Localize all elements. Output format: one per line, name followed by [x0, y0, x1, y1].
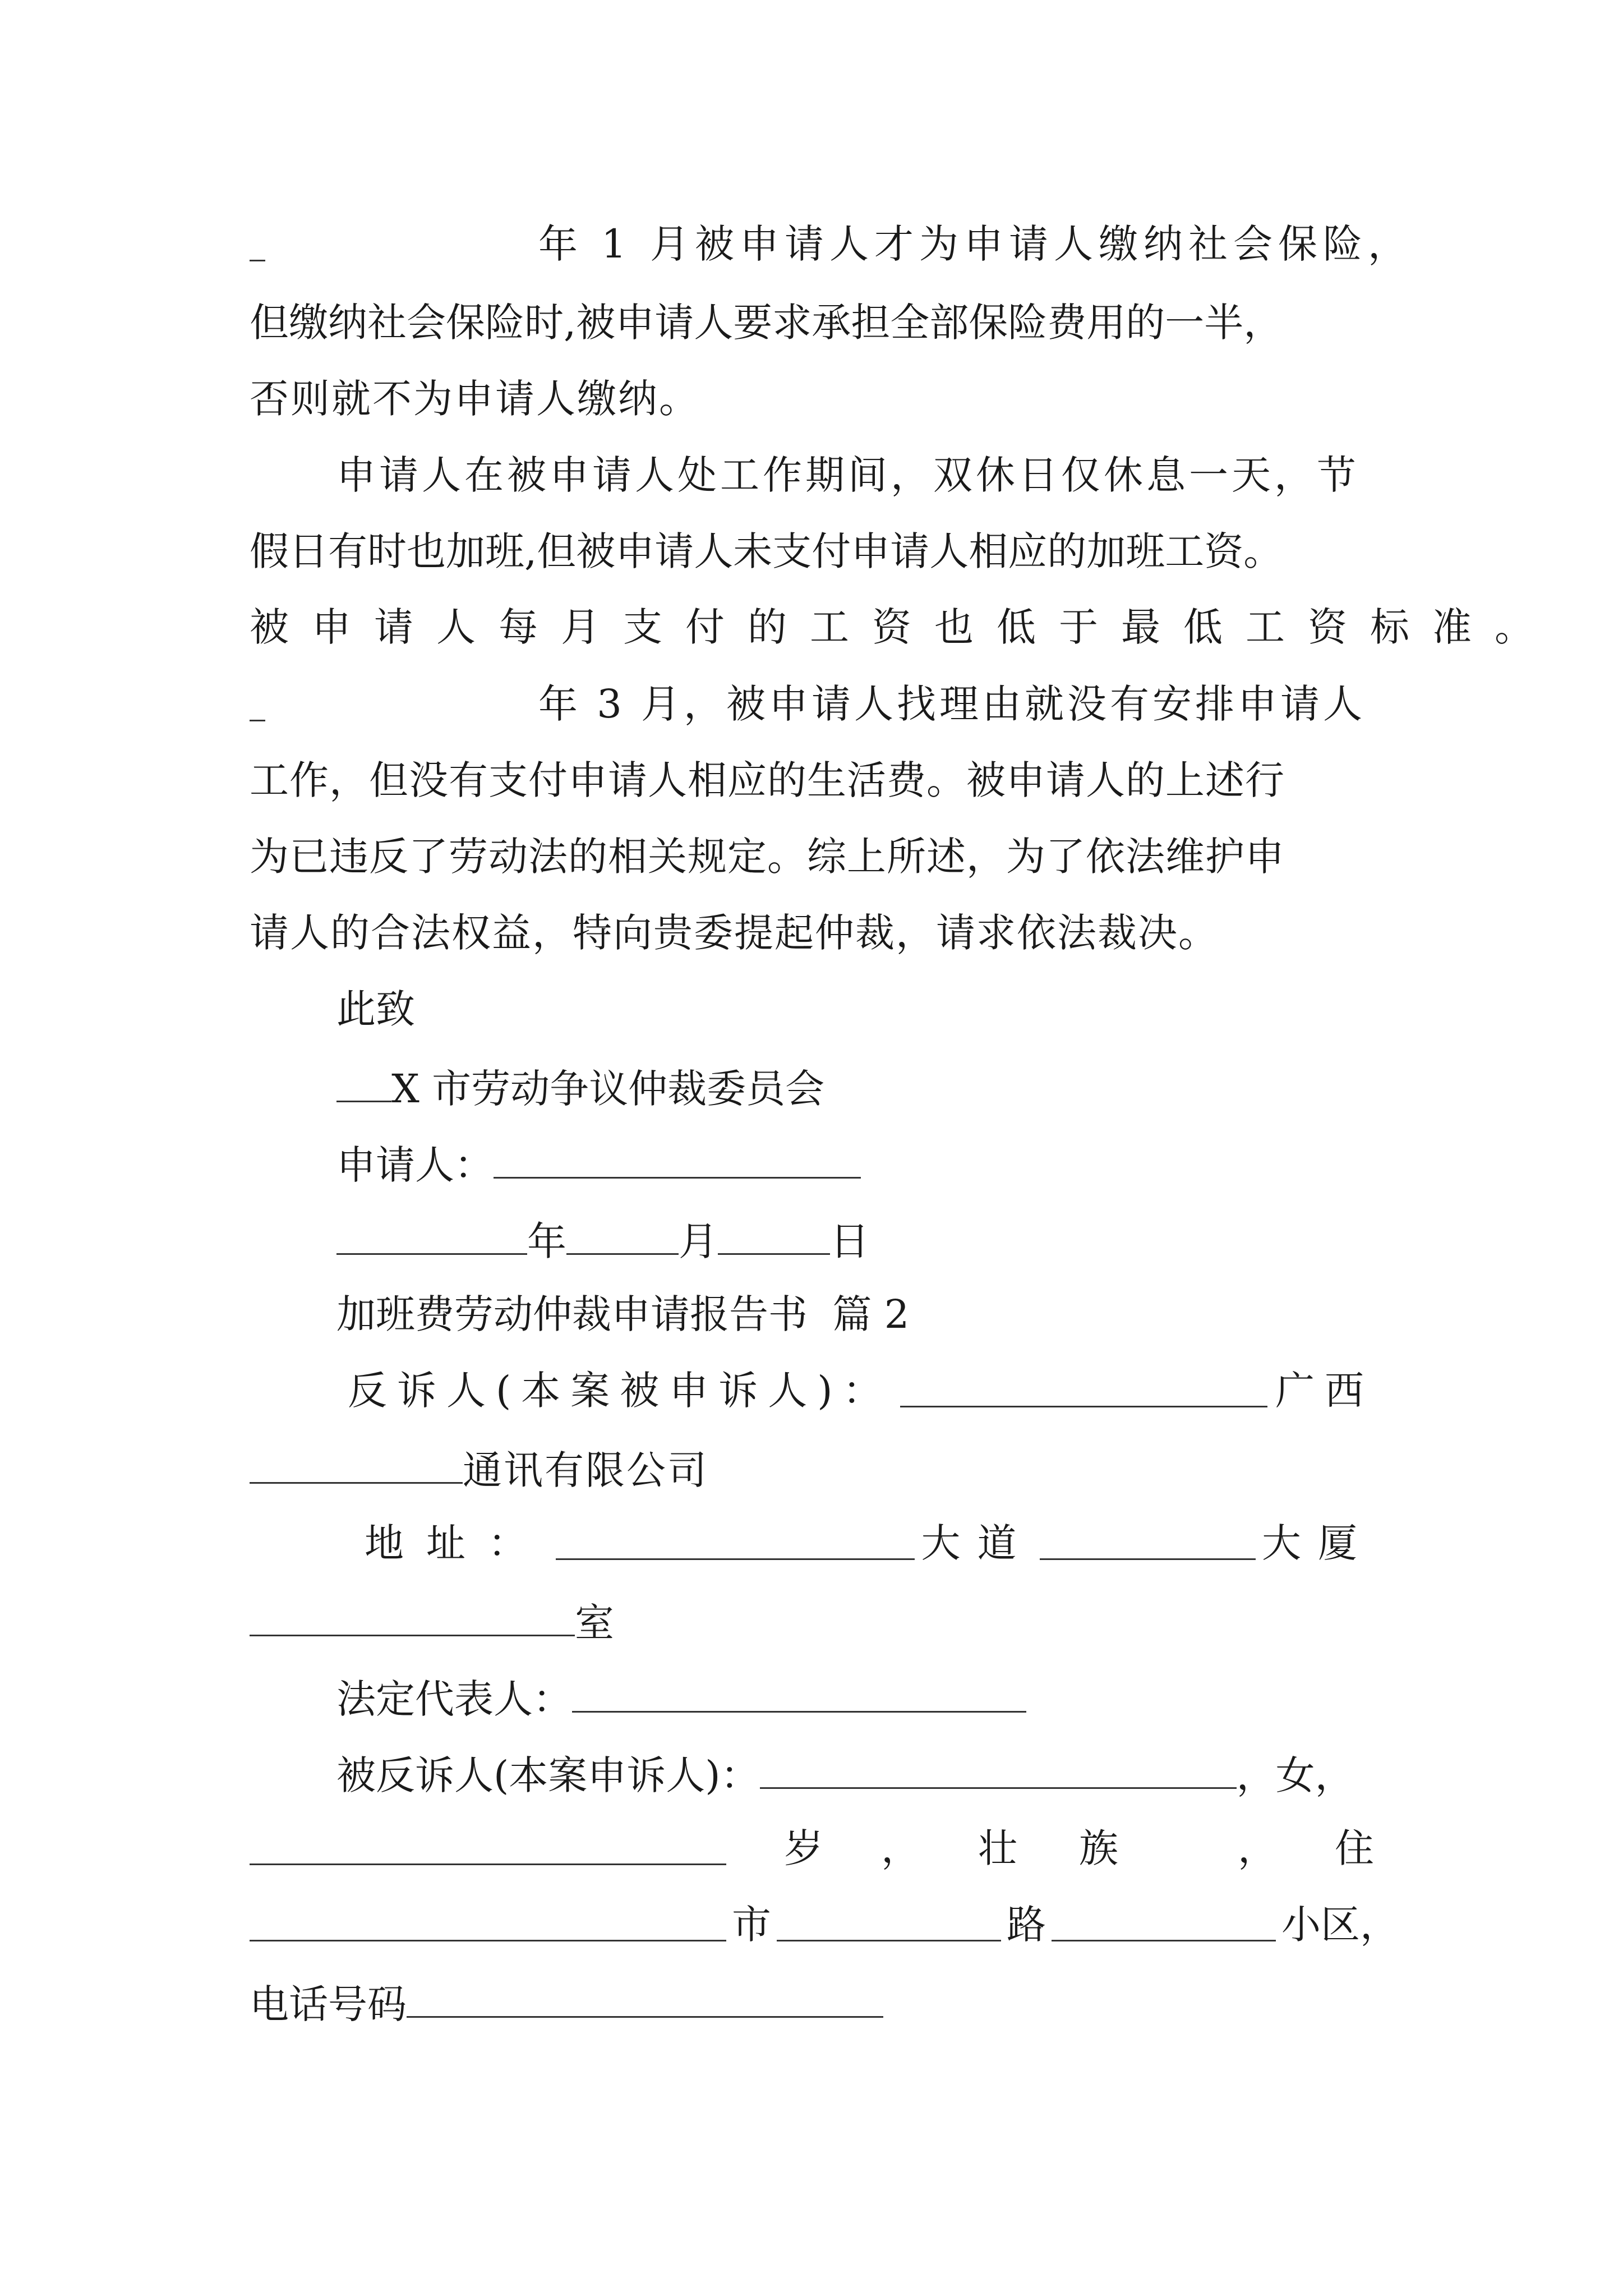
gender: ，女，: [1236, 1752, 1354, 1798]
room-label: 室: [575, 1600, 614, 1646]
text-line: 为已违反了劳动法的相关规定。综上所述，为了依法维护申: [250, 834, 1285, 880]
respondent-line: [336, 1752, 1354, 1798]
text-line: 假日有时也加班,但被申请人未支付申请人相应的加班工资。: [250, 528, 1283, 574]
blank-field: [900, 1371, 1267, 1407]
blank-field: [556, 1524, 915, 1560]
age-label: 岁: [784, 1825, 823, 1871]
justified-text: 被申请人每月支付的工资也低于最低工资标准。: [250, 604, 1557, 650]
text-line: 请人的合法权益，特向贵委提起仲裁，请求依法裁决。: [250, 910, 1219, 956]
blank-field: [250, 1600, 575, 1636]
text-line: 否则就不为申请人缴纳。: [250, 376, 700, 422]
leading-blank: [250, 720, 265, 721]
blank-field: [1040, 1524, 1256, 1560]
phone-line: [250, 1981, 883, 2027]
blank-field: [336, 1066, 391, 1102]
phone-label: 电话号码: [250, 1981, 407, 2027]
company-line: [250, 1447, 708, 1493]
date-year: 年: [527, 1218, 566, 1264]
committee-line: [336, 1066, 825, 1112]
region-name: 广西: [1275, 1368, 1374, 1414]
applicant-signature-line: [336, 1142, 861, 1188]
blank-field: [1052, 1905, 1276, 1941]
date-day: 日: [830, 1218, 869, 1264]
text-line: 但缴纳社会保险时,被申请人要求承担全部保险费用的一半，: [250, 300, 1283, 346]
text-line: 申请人在被申请人处工作期间，双休日仅休息一天，节: [336, 452, 1359, 498]
text-line-justified: [250, 604, 1557, 650]
date-line: [336, 1218, 869, 1264]
avenue-label: 大道: [921, 1520, 1034, 1566]
text-line: 年 3 月，被申请人找理由就没有安排申请人: [538, 681, 1366, 727]
blank-field: [566, 1218, 679, 1255]
comma: ，: [881, 1825, 920, 1871]
age-ethnicity-line: [250, 1825, 1374, 1871]
counter-claimant-label: 反诉人(本案被申诉人)：: [348, 1368, 892, 1414]
blank-field: [777, 1905, 1001, 1941]
blank-field: [494, 1142, 861, 1179]
applicant-label: 申请人：: [336, 1142, 494, 1188]
ethnicity: 壮族: [978, 1825, 1180, 1871]
community-label: 小区，: [1281, 1902, 1399, 1948]
respondent-label: 被反诉人(本案申诉人)：: [336, 1752, 760, 1798]
blank-field: [250, 1829, 726, 1865]
address-detail-line: [250, 1902, 1399, 1948]
building-label: 大厦: [1262, 1520, 1374, 1566]
blank-field: [718, 1218, 830, 1255]
room-line: [250, 1600, 614, 1646]
salutation: 此致: [336, 986, 415, 1032]
counter-claimant-line: [348, 1368, 1374, 1414]
blank-field: [760, 1752, 1237, 1789]
blank-field: [250, 1905, 726, 1941]
address-label: 地址：: [365, 1520, 550, 1566]
blank-field: [572, 1676, 1026, 1713]
residence-label: 住: [1335, 1825, 1374, 1871]
leading-blank: [250, 260, 265, 261]
comma: ，: [1238, 1825, 1277, 1871]
section-heading: 加班费劳动仲裁申请报告书 篇 2: [336, 1291, 910, 1337]
legal-rep-line: [336, 1676, 1026, 1722]
city-label: 市: [732, 1902, 771, 1948]
blank-field: [407, 1981, 883, 2018]
committee-name: X 市劳动争议仲裁委员会: [391, 1066, 825, 1112]
text-line: 工作，但没有支付申请人相应的生活费。被申请人的上述行: [250, 757, 1285, 803]
blank-field: [250, 1447, 463, 1484]
legal-rep-label: 法定代表人：: [336, 1676, 572, 1722]
blank-field: [336, 1218, 527, 1255]
text-line: 年 1 月被申请人才为申请人缴纳社会保险，: [538, 221, 1413, 267]
road-label: 路: [1007, 1902, 1046, 1948]
date-month: 月: [679, 1218, 718, 1264]
company-suffix: 通讯有限公司: [463, 1447, 708, 1493]
address-line: [365, 1520, 1374, 1566]
